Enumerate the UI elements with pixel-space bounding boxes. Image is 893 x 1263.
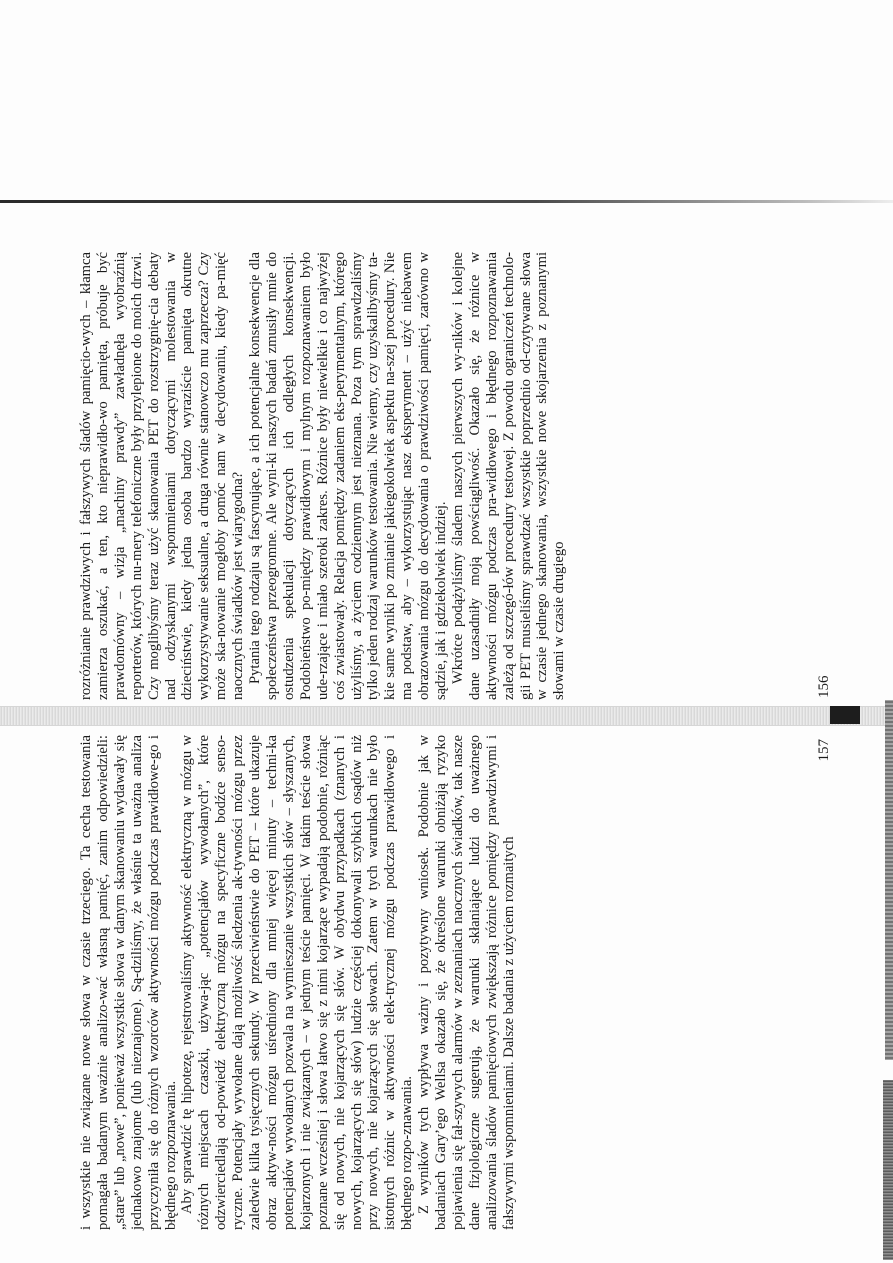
page-157: [78, 735, 830, 1230]
page-edge-lower: [883, 1080, 893, 1260]
page-number: 156: [816, 675, 832, 698]
scan-shadow-line: [0, 200, 893, 203]
page-edge: [885, 700, 893, 1060]
paragraph: Aby sprawdzić tę hipotezę, rejestrowaliśmy aktywność elektryczną w mózgu w różnych miejscach czaszki, używa-jąc „potencjałów wywołanych”, które odzwierciedlają od-powiedź elektryczną mózgu na specyficzne bodźce senso-ryczne. Potencjały wywołane dają możliwość śledzenia ak-tywności mózgu przez zaledwie kilka tysięcznych sekundy. W przeciwieństwie do PET – które ukazuje obraz aktyw-ności mózgu uśredniony dla mniej więcej minuty – techni-ka potencjałów wywołanych pozwala na wymieszanie wszystkich słów – słyszanych, kojarzonych i nie związanych – w jednym teście pamięci. W takim teście słowa poznane wcześniej i słowa łatwo się z nimi kojarzące wypadają podobnie, różniąc się od nowych, nie kojarzących się słów. W obydwu przypadkach (znanych i nowych, kojarzących się słów) ludzie częściej dokonywali szybkich osądów niż przy nowych, nie kojarzących się słowach. Zatem w tych warunkach nie było istotnych różnic w aktywności elek-trycznej mózgu podczas prawidłowego i błędnego rozpo-znawania.: [179, 735, 416, 1230]
paragraph: i wszystkie nie związane nowe słowa w czasie trzeciego. Ta cecha testowania pomagała badanym uważnie analizo-wać własną pamięć, zanim odpowiedzieli: „stare” lub „nowe”, ponieważ wszystkie słowa w danym skanowaniu wydawały się jednakowo znajome (lub nieznajome). Są-dziliśmy, że właśnie ta uważna analiza przyczyniła się do różnych wzorców aktywności mózgu podczas prawidłowe-go i błędnego rozpoznawania.: [78, 735, 179, 1230]
page-text-right: [78, 735, 518, 1230]
paragraph: Z wyników tych wypływa ważny i pozytywny wniosek. Podobnie jak w badaniach Gary’ego Wellsa okazało się, że określone warunki obniżają ryzyko pojawienia się fał-szywych alarmów w zeznaniach naocznych świadków, tak nasze dane fizjologiczne sugerują, że warunki skłaniające ludzi do uważnego analizowania śladów pamięciowych zwiększają różnice pomiędzy prawdziwymi i fałszywymi wspomnieniami. Dalsze badania z użyciem rozmaitych: [416, 735, 517, 1230]
page-156: [78, 252, 830, 700]
paragraph: rozróżnianie prawdziwych i fałszywych śladów pamięcio-wych – kłamca zamierza oszukać, a ten, kto nieprawidło-wo pamięta, próbuje być prawdomówny – wizja „machiny prawdy” zawładnęła wyobraźnią reporterów, których nu-mery telefoniczne były przylepione do moich drzwi. Czy moglibyśmy teraz użyć skanowania PET do rozstrzygnię-cia debaty nad odzyskanymi wspomnieniami dotyczącymi molestowania w dzieciństwie, kiedy jedna osoba bardzo wyraziście pamięta okrutne wykorzystywanie seksualne, a druga równie stanowczo mu zaprzecza? Czy może ska-nowanie mogłoby pomóc nam w decydowaniu, kiedy pa-mięć naocznych świadków jest wiarygodna?: [78, 252, 247, 700]
spine-shadow: [830, 706, 860, 724]
paragraph: Pytania tego rodzaju są fascynujące, a ich potencjalne konsekwencje dla społeczeństwa przeogromne. Ale wyni-ki naszych badań zmusiły mnie do ostudzenia spekulacji dotyczących ich odległych konsekwencji. Podobieństwo po-między prawidłowym i mylnym rozpoznawaniem było ude-rzające i miało szeroki zakres. Różnice były niewielkie i co najwyżej coś zwiastowały. Relacja pomiędzy zadaniem eks-perymentalnym, którego użyliśmy, a życiem codziennym jest nieznana. Poza tym sprawdzaliśmy tylko jeden rodzaj warunków testowania. Nie wiemy, czy uzyskalibyśmy ta-kie same wyniki po zmianie jakiegokolwiek aspektu na-szej procedury. Nie ma podstaw, aby – wykorzystując nasz eksperyment – użyć niebawem obrazowania mózgu do decydowania o prawdziwości pamięci, zarówno w sądzie, jak i gdziekolwiek indziej.: [247, 252, 450, 700]
book-spine: [0, 706, 893, 726]
paragraph: Wkrótce podążyliśmy śladem naszych pierwszych wy-ników i kolejne dane uzasadniły moją powściągliwość. Okazało się, że różnice w aktywności mózgu podczas pra-widłowego i błędnego rozpoznawania zależą od szczegó-łów procedury testowej. Z powodu ograniczeń technolo-gii PET musieliśmy sprawdzać wszystkie poprzednio od-czytywane słowa w czasie jednego skanowania, wszystkie nowe skojarzenia z poznanymi słowami w czasie drugiego: [449, 252, 568, 700]
page-text-left: [78, 252, 568, 700]
page-number: 157: [816, 739, 832, 762]
